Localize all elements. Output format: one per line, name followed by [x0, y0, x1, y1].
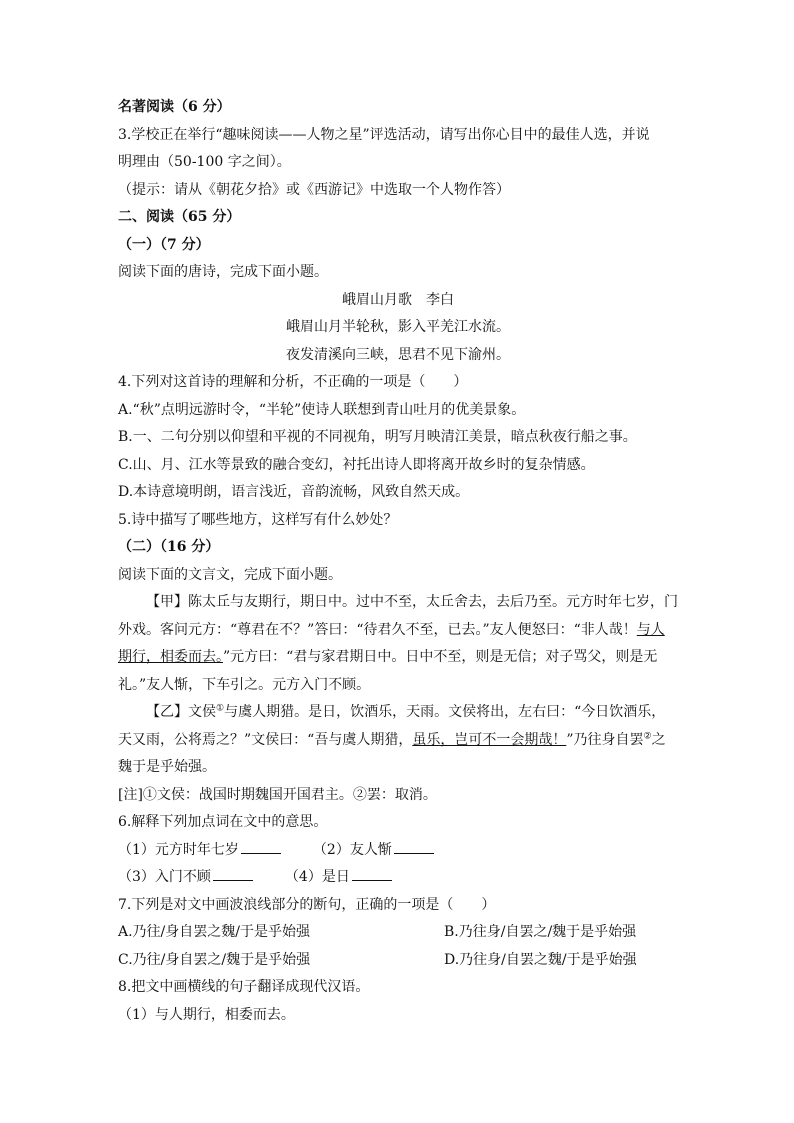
question-8: 8.把文中画横线的句子翻译成现代汉语。: [118, 979, 370, 995]
question-6-item-4: [285, 864, 394, 892]
passage-yi-text-3: ”乃往身自罢: [566, 731, 644, 748]
question-6-item-2-label: （2）友人惭: [312, 841, 392, 858]
question-7-row-1: [118, 919, 678, 947]
passage-jia-text-1: 【甲】陈太丘与友期行，期日中。过中不至，太丘舍去，去后乃至。元方时年七岁，门外戏。客问元方：“尊君在不？”答曰：“待君久不至，已去。”友人便怒曰：“非人哉！: [118, 594, 678, 638]
passage-yi-text-4: 之魏于是乎始强。: [118, 731, 666, 775]
section-heading-reading: 二、阅读（65 分）: [118, 209, 241, 225]
question-4: 4.下列对这首诗的理解和分析，不正确的一项是（ ）: [118, 374, 468, 390]
spacer: [283, 837, 313, 865]
spacer: [255, 864, 285, 892]
question-7-option-b: B.乃往身/自罢之/魏于是乎始强: [444, 924, 637, 940]
question-7-option-c: C.乃往/身自罢之/魏于是乎始强: [118, 951, 311, 968]
question-6-item-4-label: （4）是日: [284, 869, 350, 885]
question-7-option-d: D.乃往身/自罢之魏/于是乎始强: [444, 951, 637, 968]
question-4-option-a: A.“秋”点明远游时令，“半轮”使诗人联想到青山吐月的优美景象。: [118, 401, 526, 418]
part-1-heading: （一）（7 分）: [118, 236, 210, 253]
question-4-option-b: B.一、二句分别以仰望和平视的不同视角，明写月映清江美景，暗点秋夜行船之事。: [118, 429, 637, 445]
question-6-row-1: [118, 837, 678, 865]
passage-jia-text-2: ”元方曰：“君与家君期日中。日中不至，则是无信；对子骂父，则是无礼。”友人惭，下车引之。元方入门不顾。: [118, 649, 658, 693]
part-1-instruction: 阅读下面的唐诗，完成下面小题。: [118, 264, 328, 280]
answer-blank[interactable]: [241, 839, 281, 854]
part-2-heading: （二）（16 分）: [118, 539, 220, 555]
passage-yi-text-1: 【乙】文侯: [146, 704, 216, 720]
passage-jia: [118, 589, 678, 699]
question-7-row-2: [118, 947, 678, 975]
passage-notes: [注]①文侯：战国时期魏国开国君主。②罢：取消。: [118, 786, 437, 803]
question-3-line2: 明理由（50-100 字之间）。: [118, 154, 291, 170]
footnote-marker-1: ①: [216, 703, 225, 714]
passage-jia-underlined: 与人期行，相委而去。: [118, 621, 665, 665]
exam-page: [118, 94, 678, 1029]
answer-blank[interactable]: [394, 839, 434, 854]
question-7-option-a: A.乃往/身自罢之魏/于是乎始强: [118, 924, 310, 940]
passage-yi-text-2: 与虞人期猎。是日，饮酒乐，天雨。文侯将出，左右曰：“今日饮酒乐，天又雨，公将焉之？”文侯曰：“吾与虞人期猎，: [118, 704, 666, 748]
poem-line-2: 夜发清溪向三峡，思君不见下渝州。: [286, 346, 510, 363]
question-4-option-d: D.本诗意境明朗，语言浅近，音韵流畅，风致自然天成。: [118, 484, 470, 500]
question-6-item-2: [313, 837, 436, 865]
passage-yi-underlined: 虽乐，岂可不一会期哉！: [412, 731, 567, 748]
question-4-option-c: C.山、月、江水等景致的融合变幻，衬托出诗人即将离开故乡时的复杂情感。: [118, 456, 595, 473]
question-5: 5.诗中描写了哪些地方，这样写有什么妙处？: [118, 511, 398, 528]
question-6-item-1: [118, 837, 283, 865]
question-6-item-3-label: （3）入门不顾: [118, 869, 211, 885]
poem-title: 峨眉山月歌 李白: [342, 291, 454, 308]
footnote-marker-2: ②: [643, 730, 652, 741]
answer-blank[interactable]: [352, 866, 392, 881]
question-3-line1: 3.学校正在举行“趣味阅读——人物之星”评选活动，请写出你心目中的最佳人选，并说: [118, 126, 650, 143]
question-6-item-1-label: （1）元方时年七岁: [118, 841, 239, 858]
question-8-item-1: （1）与人期行，相委而去。: [118, 1006, 295, 1023]
question-6-item-3: [118, 864, 255, 892]
passage-yi: [118, 699, 678, 782]
question-6-row-2: [118, 864, 678, 892]
part-2-instruction: 阅读下面的文言文，完成下面小题。: [118, 566, 342, 583]
question-7: 7.下列是对文中画波浪线部分的断句，正确的一项是（ ）: [118, 896, 496, 913]
question-6: 6.解释下列加点词在文中的意思。: [118, 814, 328, 830]
question-3-hint: （提示：请从《朝花夕拾》或《西游记》中选取一个人物作答）: [118, 181, 510, 198]
section-heading-classics: 名著阅读（6 分）: [118, 99, 231, 115]
answer-blank[interactable]: [213, 866, 253, 881]
poem-line-1: 峨眉山月半轮秋，影入平羌江水流。: [286, 319, 510, 335]
